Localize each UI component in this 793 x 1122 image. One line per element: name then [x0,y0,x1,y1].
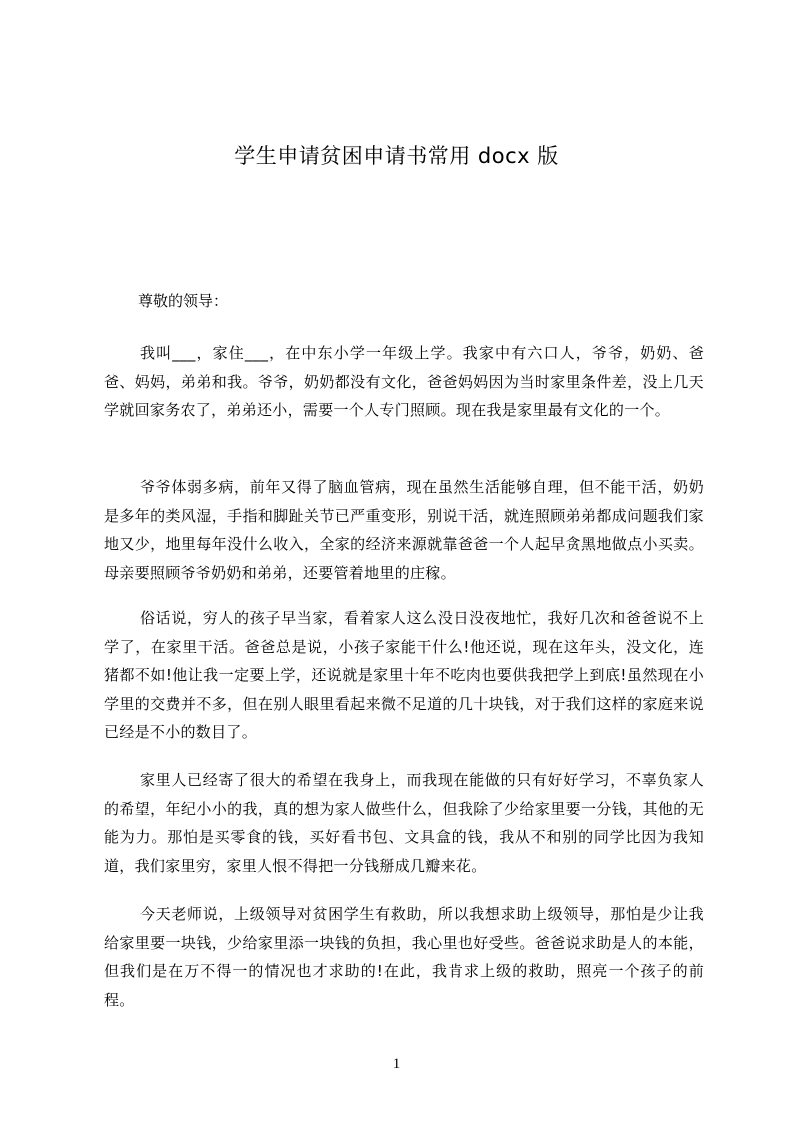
body-paragraph-5: 今天老师说，上级领导对贫困学生有救助，所以我想求助上级领导，那怕是少让我给家里要一块钱，少给家里添一块钱的负担，我心里也好受些。爸爸说求助是人的本能，但我们是在万不得一的情况也才求助的!在此，我肯求上级的救助，照亮一个孩子的前程。 [104,905,704,1009]
salutation: 尊敬的领导： [138,292,229,310]
body-paragraph-1: 我叫___，家住___，在中东小学一年级上学。我家中有六口人，爷爷，奶奶、爸爸、妈妈，弟弟和我。爷爷，奶奶都没有文化，爸爸妈妈因为当时家里条件差，没上几天学就回家务农了，弟弟还小，需要一个人专门照顾。现在我是家里最有文化的一个。 [104,344,704,419]
body-paragraph-4: 家里人已经寄了很大的希望在我身上，而我现在能做的只有好好学习，不辜负家人的希望，年纪小小的我，真的想为家人做些什么，但我除了少给家里要一分钱，其他的无能为力。那怕是买零食的钱，买好看书包、文具盒的钱，我从不和别的同学比因为我知道，我们家里穷，家里人恨不得把一分钱掰成几瓣来花。 [104,771,704,875]
body-paragraph-3: 俗话说，穷人的孩子早当家，看着家人这么没日没夜地忙，我好几次和爸爸说不上学了，在家里干活。爸爸总是说，小孩子家能干什么!他还说，现在这年头，没文化，连猪都不如!他让我一定要上学，还说就是家里十年不吃肉也要供我把学上到底!虽然现在小学里的交费并不多，但在别人眼里看起来微不足道的几十块钱，对于我们这样的家庭来说已经是不小的数目了。 [104,609,704,741]
page-number: 1 [392,1056,401,1072]
body-paragraph-2: 爷爷体弱多病，前年又得了脑血管病，现在虽然生活能够自理，但不能干活，奶奶是多年的类风湿，手指和脚趾关节已严重变形，别说干活，就连照顾弟弟都成问题我们家地又少，地里每年没什么收入，全家的经济来源就靠爸爸一个人起早贪黑地做点小买卖。母亲要照顾爷爷奶奶和弟弟，还要管着地里的庄稼。 [104,478,704,582]
document-title: 学生申请贫困申请书常用 docx 版 [234,144,559,168]
